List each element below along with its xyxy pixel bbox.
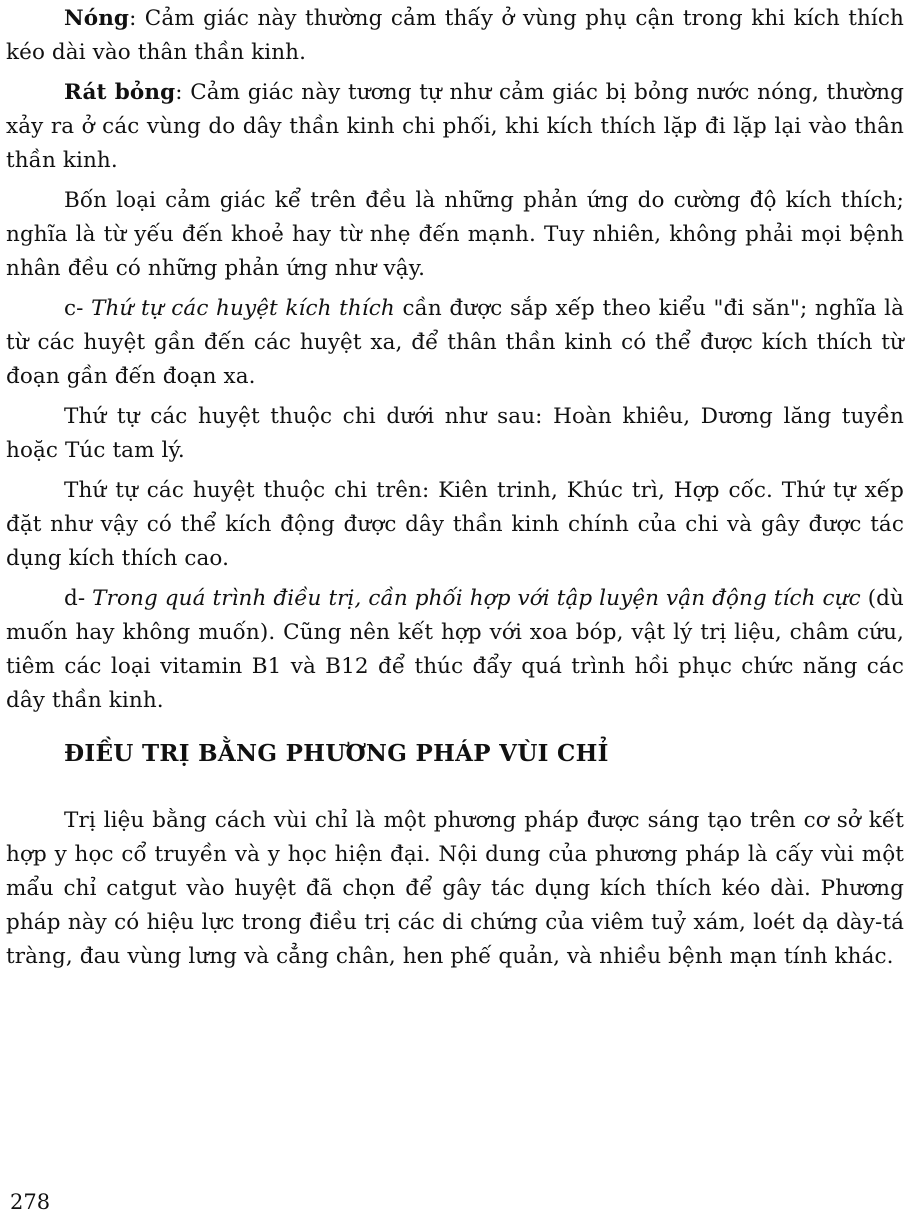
item-marker-c: c- bbox=[64, 296, 92, 321]
paragraph-vui-chi: Trị liệu bằng cách vùi chỉ là một phương pháp được sáng tạo trên cơ sở kết hợp y học cổ truyền và y học hiện đại. Nội dung của phương pháp là cấy vùi một mẩu chỉ catgut vào huyệt đã chọn để gây tác dụng kích thích kéo dài. Phương pháp này có hiệu lực trong điều trị các di chứng của viêm tuỷ xám, loét dạ dày-tá tràng, đau vùng lưng và cẳng chân, hen phế quản, và nhiều bệnh mạn tính khác. bbox=[6, 808, 904, 969]
paragraph-rat-bong bbox=[6, 76, 904, 178]
item-marker-d: d- bbox=[64, 586, 93, 611]
paragraph-text: : Cảm giác này thường cảm thấy ở vùng phụ cận trong khi kích thích kéo dài vào thân thần kinh. bbox=[6, 6, 904, 65]
term-rat-bong: Rát bỏng bbox=[64, 80, 176, 105]
paragraph-upper-limb bbox=[6, 474, 904, 576]
paragraph-text: Thứ tự các huyệt thuộc chi dưới như sau: Hoàn khiêu, Dương lăng tuyền hoặc Túc tam lý. bbox=[6, 404, 904, 463]
section-heading: ĐIỀU TRỊ BẰNG PHƯƠNG PHÁP VÙI CHỈ bbox=[64, 740, 609, 767]
term-nong: Nóng bbox=[64, 6, 130, 31]
paragraph-text: Thứ tự các huyệt thuộc chi trên: Kiên trinh, Khúc trì, Hợp cốc. Thứ tự xếp đặt như vậy có thể kích động được dây thần kinh chính của chi và gây được tác dụng kích thích cao. bbox=[6, 478, 904, 571]
paragraph-text: (dù muốn hay không muốn). Cũng nên kết hợp với xoa bóp, vật lý trị liệu, châm cứu, tiêm các loại vitamin B1 và B12 để thúc đẩy quá trình hồi phục chức năng các dây thần kinh. bbox=[6, 586, 904, 713]
italic-phrase: Trong quá trình điều trị, cần phối hợp với tập luyện vận động tích cực bbox=[92, 586, 861, 611]
paragraph-lower-limb bbox=[6, 400, 904, 468]
italic-phrase: Thứ tự các huyệt kích thích bbox=[91, 296, 395, 321]
paragraph-four-sensations bbox=[6, 184, 904, 286]
paragraph-text: Bốn loại cảm giác kể trên đều là những phản ứng do cường độ kích thích; nghĩa là từ yếu đến khoẻ hay từ nhẹ đến mạnh. Tuy nhiên, không phải mọi bệnh nhân đều có những phản ứng như vậy. bbox=[6, 188, 904, 281]
page-number: 278 bbox=[10, 1190, 51, 1214]
paragraph-text: : Cảm giác này tương tự như cảm giác bị bỏng nước nóng, thường xảy ra ở các vùng do dây thần kinh chi phối, khi kích thích lặp đi lặp lại vào thân thần kinh. bbox=[6, 80, 904, 173]
paragraph-c bbox=[6, 292, 904, 394]
paragraph-nong bbox=[6, 2, 904, 70]
paragraph-d bbox=[6, 582, 904, 718]
body-text-top bbox=[6, 2, 904, 718]
paragraph-text: cần được sắp xếp theo kiểu "đi săn"; nghĩa là từ các huyệt gần đến các huyệt xa, để thân thần kinh có thể được kích thích từ đoạn gần đến đoạn xa. bbox=[6, 296, 904, 389]
body-text-section bbox=[6, 804, 904, 974]
